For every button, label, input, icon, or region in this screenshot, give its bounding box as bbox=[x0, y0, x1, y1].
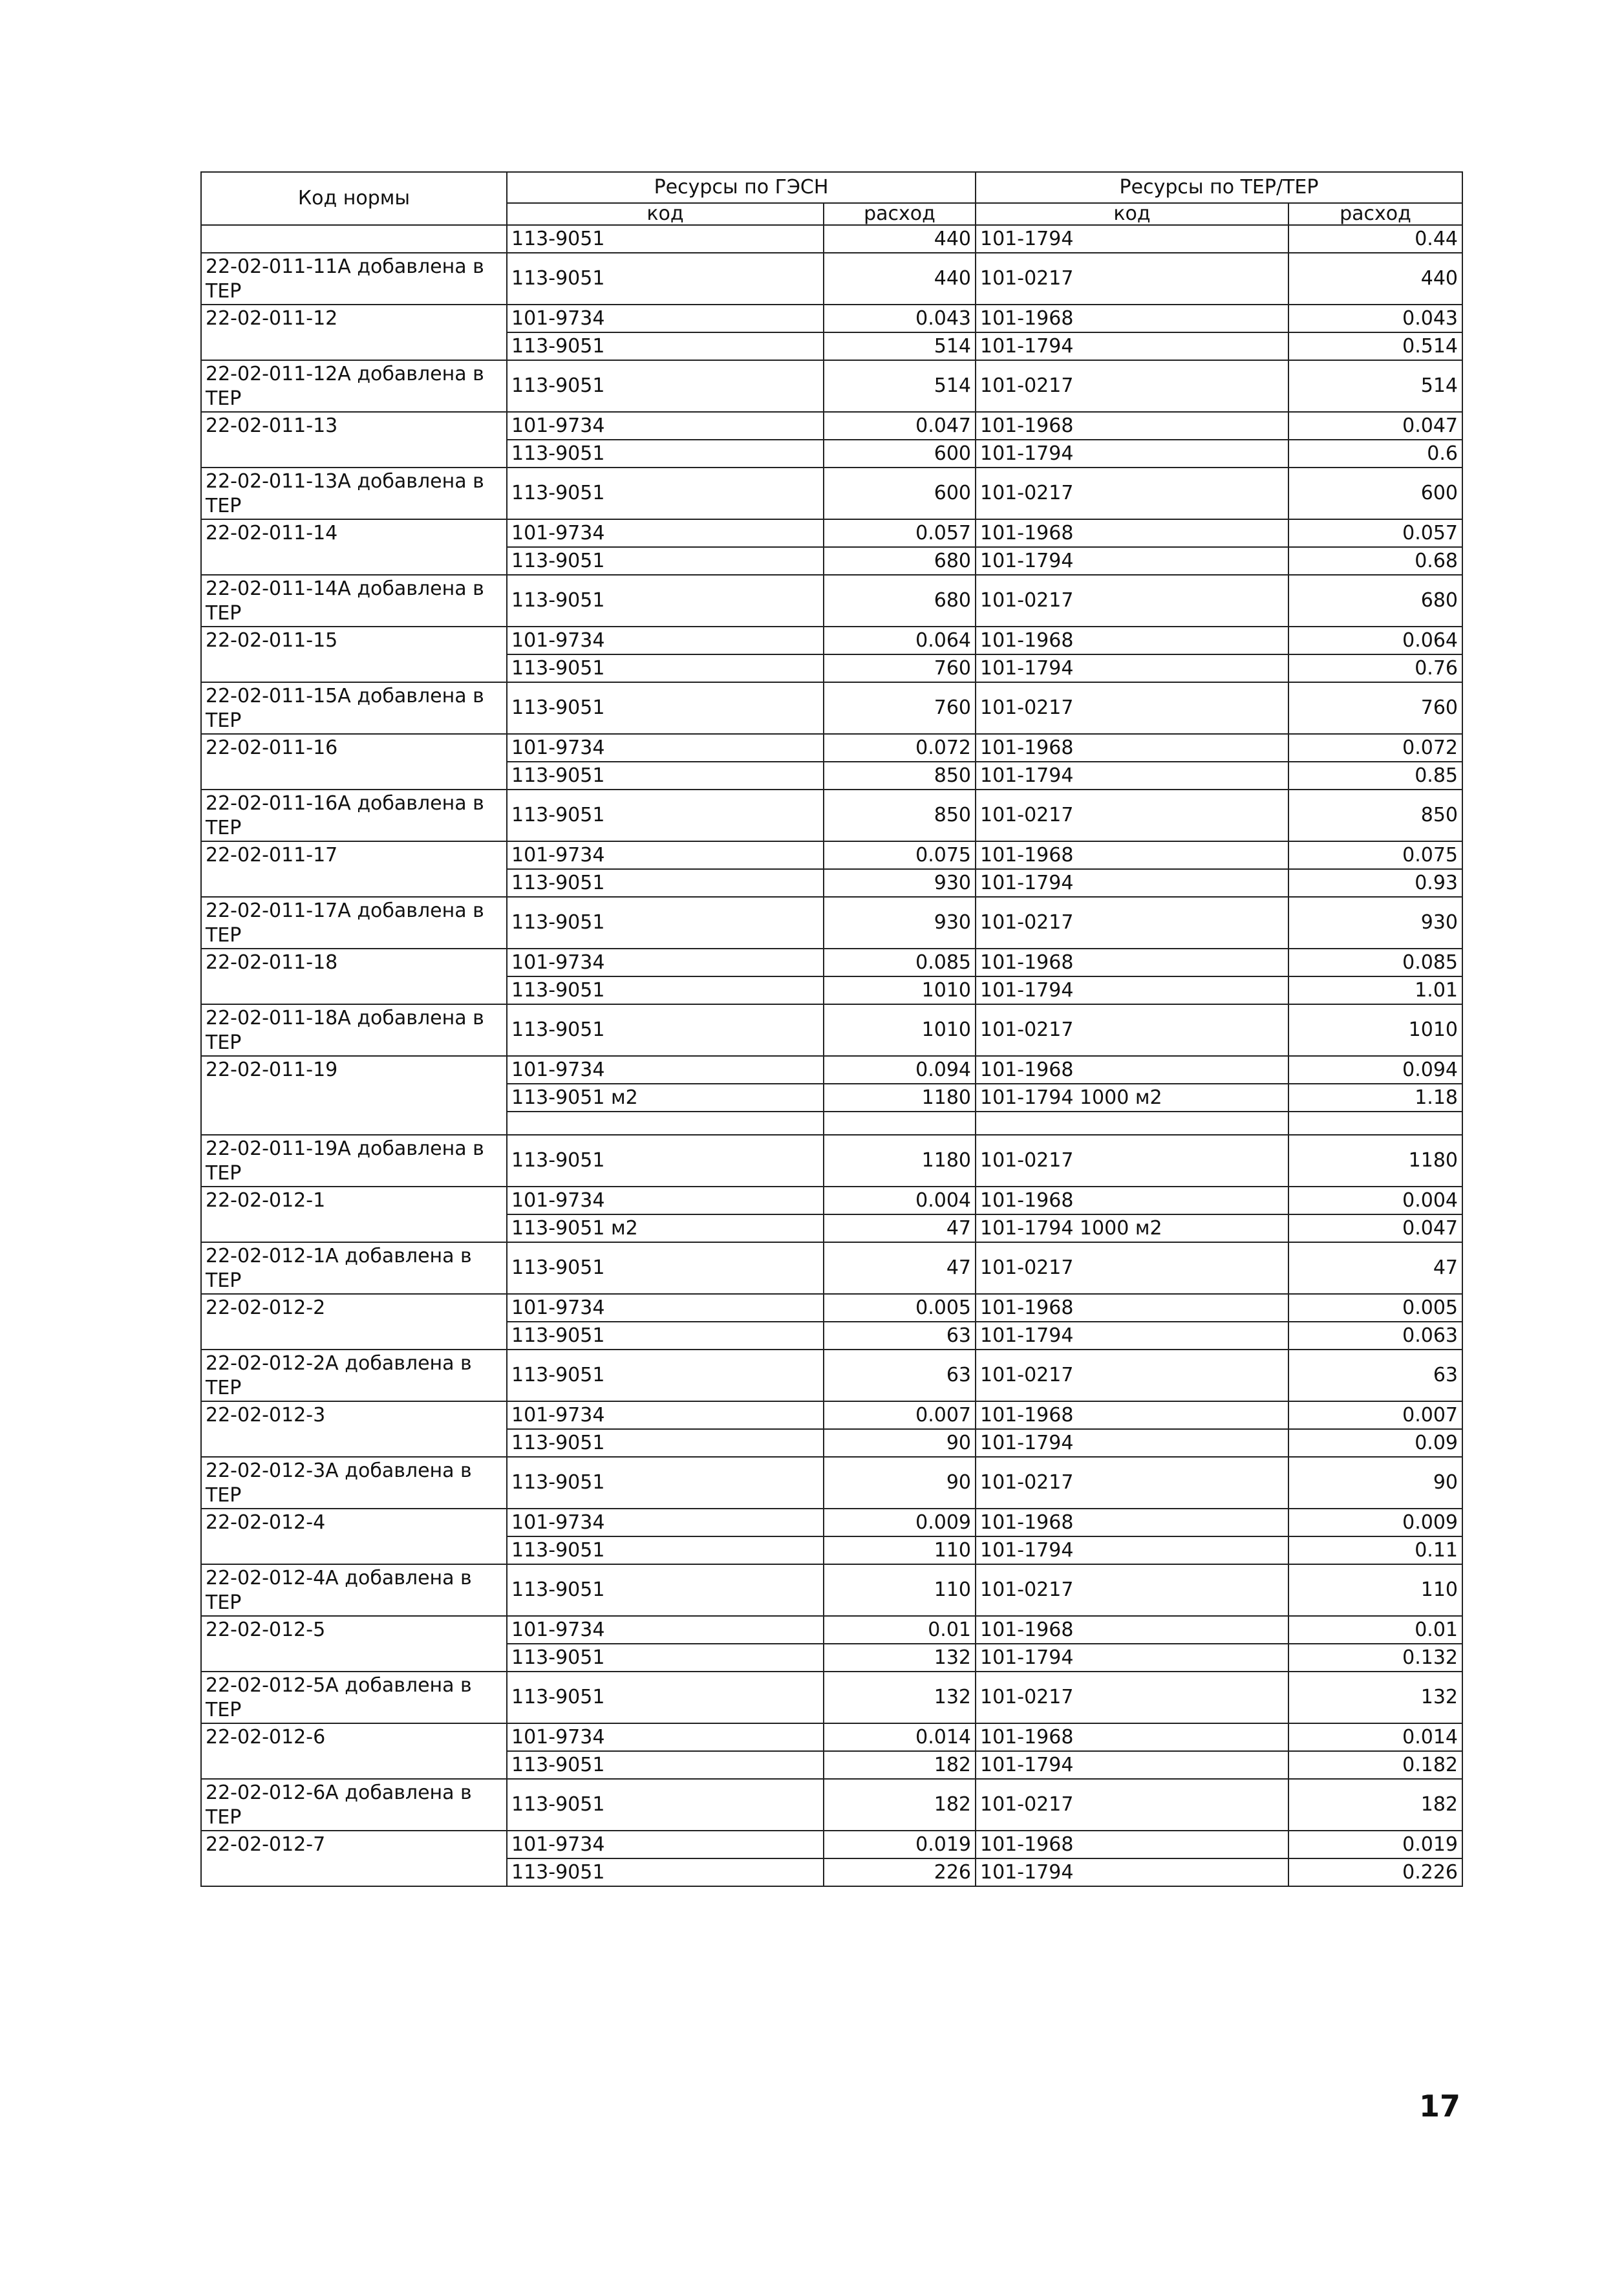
gesn-code-cell: 113-9051 bbox=[507, 1779, 824, 1831]
norm-code-cell: 22-02-012-2А добавлена в ТЕР bbox=[201, 1350, 507, 1401]
gesn-code-cell: 113-9051 bbox=[507, 1135, 824, 1187]
table-row bbox=[201, 627, 1462, 654]
gesn-consumption-cell: 440 bbox=[824, 225, 976, 253]
gesn-consumption-cell: 0.057 bbox=[824, 519, 976, 547]
gesn-consumption-cell: 760 bbox=[824, 654, 976, 682]
ter-code-cell: 101-0217 bbox=[976, 468, 1288, 519]
gesn-consumption-cell: 1180 bbox=[824, 1135, 976, 1187]
ter-code-cell: 101-1968 bbox=[976, 412, 1288, 440]
table-row bbox=[201, 1457, 1462, 1509]
table-row bbox=[201, 1616, 1462, 1644]
table-row bbox=[201, 841, 1462, 869]
ter-consumption-cell bbox=[1288, 1112, 1462, 1135]
table-row bbox=[201, 1723, 1462, 1751]
gesn-code-cell: 113-9051 bbox=[507, 332, 824, 360]
ter-consumption-cell: 0.014 bbox=[1288, 1723, 1462, 1751]
ter-consumption-cell: 0.043 bbox=[1288, 305, 1462, 332]
gesn-code-cell: 113-9051 bbox=[507, 1457, 824, 1509]
ter-consumption-cell: 0.004 bbox=[1288, 1187, 1462, 1214]
norm-code-cell: 22-02-011-13 bbox=[201, 412, 507, 468]
gesn-consumption-cell: 0.072 bbox=[824, 734, 976, 762]
ter-code-cell: 101-1968 bbox=[976, 1509, 1288, 1536]
gesn-code-cell: 113-9051 bbox=[507, 1858, 824, 1886]
norm-code-cell: 22-02-011-17 bbox=[201, 841, 507, 897]
gesn-consumption-cell: 0.007 bbox=[824, 1401, 976, 1429]
gesn-consumption-cell: 0.043 bbox=[824, 305, 976, 332]
gesn-consumption-cell: 930 bbox=[824, 897, 976, 949]
ter-consumption-cell: 0.132 bbox=[1288, 1644, 1462, 1672]
gesn-consumption-cell: 600 bbox=[824, 468, 976, 519]
gesn-consumption-cell: 110 bbox=[824, 1564, 976, 1616]
gesn-consumption-cell: 110 bbox=[824, 1536, 976, 1564]
ter-consumption-cell: 0.514 bbox=[1288, 332, 1462, 360]
ter-code-cell: 101-1968 bbox=[976, 1294, 1288, 1322]
table-row bbox=[201, 1672, 1462, 1723]
gesn-code-cell: 101-9734 bbox=[507, 734, 824, 762]
gesn-consumption-cell: 514 bbox=[824, 332, 976, 360]
gesn-consumption-cell: 850 bbox=[824, 790, 976, 841]
norm-code-cell: 22-02-011-15А добавлена в ТЕР bbox=[201, 682, 507, 734]
gesn-consumption-cell: 440 bbox=[824, 253, 976, 305]
ter-code-cell: 101-0217 bbox=[976, 1135, 1288, 1187]
ter-code-cell: 101-1968 bbox=[976, 1401, 1288, 1429]
ter-consumption-cell: 1.01 bbox=[1288, 976, 1462, 1004]
gesn-code-cell: 113-9051 м2 bbox=[507, 1084, 824, 1112]
norm-code-cell: 22-02-012-3 bbox=[201, 1401, 507, 1457]
gesn-consumption-cell: 0.019 bbox=[824, 1831, 976, 1858]
ter-code-cell: 101-0217 bbox=[976, 575, 1288, 627]
table-row bbox=[201, 1056, 1462, 1084]
header-ter-code: код bbox=[976, 203, 1288, 225]
gesn-code-cell: 113-9051 bbox=[507, 1536, 824, 1564]
norm-code-cell: 22-02-012-2 bbox=[201, 1294, 507, 1350]
gesn-code-cell: 113-9051 bbox=[507, 225, 824, 253]
gesn-consumption-cell: 0.047 bbox=[824, 412, 976, 440]
gesn-code-cell: 113-9051 bbox=[507, 976, 824, 1004]
norm-code-cell bbox=[201, 225, 507, 253]
ter-code-cell: 101-1968 bbox=[976, 305, 1288, 332]
ter-consumption-cell: 0.075 bbox=[1288, 841, 1462, 869]
gesn-consumption-cell: 680 bbox=[824, 547, 976, 575]
ter-consumption-cell: 132 bbox=[1288, 1672, 1462, 1723]
table-row bbox=[201, 897, 1462, 949]
ter-consumption-cell: 47 bbox=[1288, 1242, 1462, 1294]
gesn-code-cell: 113-9051 м2 bbox=[507, 1214, 824, 1242]
table-row bbox=[201, 1187, 1462, 1214]
norm-code-cell: 22-02-011-13А добавлена в ТЕР bbox=[201, 468, 507, 519]
norm-code-cell: 22-02-011-17А добавлена в ТЕР bbox=[201, 897, 507, 949]
ter-code-cell: 101-0217 bbox=[976, 682, 1288, 734]
gesn-consumption-cell: 47 bbox=[824, 1242, 976, 1294]
gesn-code-cell: 113-9051 bbox=[507, 1004, 824, 1056]
norm-code-cell: 22-02-011-16А добавлена в ТЕР bbox=[201, 790, 507, 841]
gesn-consumption-cell: 63 bbox=[824, 1322, 976, 1350]
table-row bbox=[201, 305, 1462, 332]
ter-consumption-cell: 0.182 bbox=[1288, 1751, 1462, 1779]
gesn-consumption-cell: 1010 bbox=[824, 976, 976, 1004]
ter-consumption-cell: 0.6 bbox=[1288, 440, 1462, 468]
ter-code-cell: 101-1968 bbox=[976, 1723, 1288, 1751]
ter-consumption-cell: 0.094 bbox=[1288, 1056, 1462, 1084]
gesn-code-cell: 113-9051 bbox=[507, 762, 824, 790]
table-row bbox=[201, 225, 1462, 253]
ter-consumption-cell: 760 bbox=[1288, 682, 1462, 734]
ter-code-cell: 101-1968 bbox=[976, 1616, 1288, 1644]
table-row bbox=[201, 1242, 1462, 1294]
gesn-code-cell bbox=[507, 1112, 824, 1135]
gesn-consumption-cell: 90 bbox=[824, 1457, 976, 1509]
ter-code-cell: 101-1794 bbox=[976, 869, 1288, 897]
ter-consumption-cell: 680 bbox=[1288, 575, 1462, 627]
gesn-consumption-cell: 0.01 bbox=[824, 1616, 976, 1644]
ter-code-cell: 101-0217 bbox=[976, 897, 1288, 949]
ter-code-cell: 101-1794 bbox=[976, 332, 1288, 360]
gesn-code-cell: 113-9051 bbox=[507, 1242, 824, 1294]
gesn-consumption-cell: 0.085 bbox=[824, 949, 976, 976]
ter-code-cell: 101-1794 bbox=[976, 1429, 1288, 1457]
ter-consumption-cell: 0.44 bbox=[1288, 225, 1462, 253]
table-row bbox=[201, 949, 1462, 976]
gesn-code-cell: 101-9734 bbox=[507, 841, 824, 869]
gesn-code-cell: 113-9051 bbox=[507, 654, 824, 682]
gesn-consumption-cell: 132 bbox=[824, 1644, 976, 1672]
gesn-consumption-cell: 47 bbox=[824, 1214, 976, 1242]
table-body bbox=[201, 225, 1462, 1886]
table-row bbox=[201, 1779, 1462, 1831]
ter-code-cell: 101-1794 bbox=[976, 1751, 1288, 1779]
ter-consumption-cell: 0.072 bbox=[1288, 734, 1462, 762]
table-row bbox=[201, 1004, 1462, 1056]
ter-code-cell: 101-0217 bbox=[976, 1564, 1288, 1616]
gesn-code-cell: 113-9051 bbox=[507, 682, 824, 734]
ter-consumption-cell: 0.93 bbox=[1288, 869, 1462, 897]
gesn-consumption-cell: 132 bbox=[824, 1672, 976, 1723]
header-gesn-code: код bbox=[507, 203, 824, 225]
table-row bbox=[201, 1350, 1462, 1401]
ter-code-cell: 101-1968 bbox=[976, 734, 1288, 762]
ter-code-cell: 101-1968 bbox=[976, 1187, 1288, 1214]
ter-consumption-cell: 0.085 bbox=[1288, 949, 1462, 976]
gesn-code-cell: 101-9734 bbox=[507, 305, 824, 332]
gesn-consumption-cell: 0.064 bbox=[824, 627, 976, 654]
norm-code-cell: 22-02-011-12А добавлена в ТЕР bbox=[201, 360, 507, 412]
gesn-code-cell: 113-9051 bbox=[507, 1350, 824, 1401]
ter-consumption-cell: 110 bbox=[1288, 1564, 1462, 1616]
gesn-consumption-cell: 1180 bbox=[824, 1084, 976, 1112]
ter-consumption-cell: 0.85 bbox=[1288, 762, 1462, 790]
ter-consumption-cell: 1.18 bbox=[1288, 1084, 1462, 1112]
ter-consumption-cell: 90 bbox=[1288, 1457, 1462, 1509]
ter-consumption-cell: 440 bbox=[1288, 253, 1462, 305]
gesn-consumption-cell: 850 bbox=[824, 762, 976, 790]
gesn-code-cell: 113-9051 bbox=[507, 1429, 824, 1457]
ter-consumption-cell: 0.01 bbox=[1288, 1616, 1462, 1644]
gesn-consumption-cell: 182 bbox=[824, 1779, 976, 1831]
gesn-code-cell: 101-9734 bbox=[507, 412, 824, 440]
ter-consumption-cell: 0.063 bbox=[1288, 1322, 1462, 1350]
norm-code-cell: 22-02-011-15 bbox=[201, 627, 507, 682]
gesn-code-cell: 113-9051 bbox=[507, 1672, 824, 1723]
table-row bbox=[201, 1831, 1462, 1858]
ter-code-cell: 101-0217 bbox=[976, 253, 1288, 305]
ter-consumption-cell: 0.11 bbox=[1288, 1536, 1462, 1564]
ter-consumption-cell: 0.019 bbox=[1288, 1831, 1462, 1858]
gesn-code-cell: 101-9734 bbox=[507, 1294, 824, 1322]
header-ter-resources: Ресурсы по ТЕР/ТЕР bbox=[976, 172, 1462, 203]
table-row bbox=[201, 519, 1462, 547]
ter-code-cell: 101-0217 bbox=[976, 360, 1288, 412]
table-row bbox=[201, 1135, 1462, 1187]
ter-consumption-cell: 514 bbox=[1288, 360, 1462, 412]
ter-code-cell: 101-1794 bbox=[976, 225, 1288, 253]
table-row bbox=[201, 1509, 1462, 1536]
norm-code-cell: 22-02-012-6А добавлена в ТЕР bbox=[201, 1779, 507, 1831]
ter-consumption-cell: 0.005 bbox=[1288, 1294, 1462, 1322]
ter-code-cell: 101-1968 bbox=[976, 1831, 1288, 1858]
table-row bbox=[201, 790, 1462, 841]
norm-code-cell: 22-02-011-14А добавлена в ТЕР bbox=[201, 575, 507, 627]
gesn-code-cell: 113-9051 bbox=[507, 869, 824, 897]
gesn-code-cell: 101-9734 bbox=[507, 1401, 824, 1429]
gesn-consumption-cell: 930 bbox=[824, 869, 976, 897]
gesn-consumption-cell: 760 bbox=[824, 682, 976, 734]
gesn-consumption-cell: 0.005 bbox=[824, 1294, 976, 1322]
ter-code-cell: 101-1794 bbox=[976, 762, 1288, 790]
table-row bbox=[201, 1294, 1462, 1322]
ter-code-cell: 101-0217 bbox=[976, 1350, 1288, 1401]
gesn-code-cell: 101-9734 bbox=[507, 627, 824, 654]
ter-code-cell: 101-0217 bbox=[976, 790, 1288, 841]
ter-code-cell: 101-1794 1000 м2 bbox=[976, 1214, 1288, 1242]
ter-code-cell: 101-1794 bbox=[976, 440, 1288, 468]
gesn-code-cell: 113-9051 bbox=[507, 1564, 824, 1616]
ter-consumption-cell: 1010 bbox=[1288, 1004, 1462, 1056]
norm-code-cell: 22-02-012-5 bbox=[201, 1616, 507, 1672]
gesn-consumption-cell: 90 bbox=[824, 1429, 976, 1457]
gesn-code-cell: 101-9734 bbox=[507, 1509, 824, 1536]
gesn-code-cell: 113-9051 bbox=[507, 897, 824, 949]
table-row bbox=[201, 1401, 1462, 1429]
gesn-consumption-cell: 680 bbox=[824, 575, 976, 627]
table-row bbox=[201, 412, 1462, 440]
table-row bbox=[201, 253, 1462, 305]
ter-consumption-cell: 600 bbox=[1288, 468, 1462, 519]
gesn-code-cell: 113-9051 bbox=[507, 575, 824, 627]
header-gesn-resources: Ресурсы по ГЭСН bbox=[507, 172, 976, 203]
gesn-code-cell: 101-9734 bbox=[507, 949, 824, 976]
ter-consumption-cell: 930 bbox=[1288, 897, 1462, 949]
ter-consumption-cell: 0.76 bbox=[1288, 654, 1462, 682]
gesn-code-cell: 113-9051 bbox=[507, 440, 824, 468]
table-row bbox=[201, 1564, 1462, 1616]
gesn-consumption-cell: 0.004 bbox=[824, 1187, 976, 1214]
gesn-code-cell: 113-9051 bbox=[507, 1644, 824, 1672]
page-number: 17 bbox=[1419, 2089, 1461, 2124]
resource-table bbox=[200, 171, 1463, 1887]
gesn-consumption-cell: 0.009 bbox=[824, 1509, 976, 1536]
ter-code-cell: 101-1794 bbox=[976, 1858, 1288, 1886]
ter-consumption-cell: 182 bbox=[1288, 1779, 1462, 1831]
gesn-code-cell: 101-9734 bbox=[507, 1187, 824, 1214]
header-norm-code: Код нормы bbox=[201, 172, 507, 225]
norm-code-cell: 22-02-011-18А добавлена в ТЕР bbox=[201, 1004, 507, 1056]
table-row bbox=[201, 575, 1462, 627]
gesn-consumption-cell: 63 bbox=[824, 1350, 976, 1401]
ter-consumption-cell: 0.064 bbox=[1288, 627, 1462, 654]
norm-code-cell: 22-02-012-4 bbox=[201, 1509, 507, 1564]
ter-code-cell: 101-0217 bbox=[976, 1457, 1288, 1509]
norm-code-cell: 22-02-012-7 bbox=[201, 1831, 507, 1886]
gesn-code-cell: 113-9051 bbox=[507, 1322, 824, 1350]
gesn-code-cell: 113-9051 bbox=[507, 547, 824, 575]
ter-code-cell: 101-1794 bbox=[976, 547, 1288, 575]
gesn-code-cell: 101-9734 bbox=[507, 1831, 824, 1858]
gesn-code-cell: 113-9051 bbox=[507, 360, 824, 412]
ter-consumption-cell: 0.009 bbox=[1288, 1509, 1462, 1536]
table-row bbox=[201, 468, 1462, 519]
ter-consumption-cell: 0.68 bbox=[1288, 547, 1462, 575]
ter-consumption-cell: 1180 bbox=[1288, 1135, 1462, 1187]
ter-consumption-cell: 63 bbox=[1288, 1350, 1462, 1401]
norm-code-cell: 22-02-012-3А добавлена в ТЕР bbox=[201, 1457, 507, 1509]
ter-code-cell: 101-0217 bbox=[976, 1779, 1288, 1831]
norm-code-cell: 22-02-012-1 bbox=[201, 1187, 507, 1242]
gesn-consumption-cell: 226 bbox=[824, 1858, 976, 1886]
gesn-code-cell: 113-9051 bbox=[507, 253, 824, 305]
gesn-consumption-cell: 0.014 bbox=[824, 1723, 976, 1751]
gesn-consumption-cell: 1010 bbox=[824, 1004, 976, 1056]
ter-code-cell: 101-0217 bbox=[976, 1672, 1288, 1723]
ter-code-cell: 101-1794 bbox=[976, 1322, 1288, 1350]
gesn-consumption-cell: 600 bbox=[824, 440, 976, 468]
ter-code-cell: 101-1794 bbox=[976, 1536, 1288, 1564]
table-header bbox=[201, 172, 1462, 225]
norm-code-cell: 22-02-012-4А добавлена в ТЕР bbox=[201, 1564, 507, 1616]
ter-code-cell: 101-1794 bbox=[976, 654, 1288, 682]
ter-code-cell: 101-1968 bbox=[976, 1056, 1288, 1084]
header-ter-consumption: расход bbox=[1288, 203, 1462, 225]
ter-code-cell: 101-1794 1000 м2 bbox=[976, 1084, 1288, 1112]
ter-code-cell: 101-1794 bbox=[976, 1644, 1288, 1672]
gesn-consumption-cell bbox=[824, 1112, 976, 1135]
norm-code-cell: 22-02-012-5А добавлена в ТЕР bbox=[201, 1672, 507, 1723]
norm-code-cell: 22-02-011-19 bbox=[201, 1056, 507, 1135]
gesn-code-cell: 101-9734 bbox=[507, 1616, 824, 1644]
table-row bbox=[201, 360, 1462, 412]
gesn-code-cell: 113-9051 bbox=[507, 790, 824, 841]
gesn-code-cell: 101-9734 bbox=[507, 1056, 824, 1084]
gesn-code-cell: 101-9734 bbox=[507, 519, 824, 547]
table-row bbox=[201, 734, 1462, 762]
header-gesn-consumption: расход bbox=[824, 203, 976, 225]
norm-code-cell: 22-02-011-19А добавлена в ТЕР bbox=[201, 1135, 507, 1187]
norm-code-cell: 22-02-011-16 bbox=[201, 734, 507, 790]
ter-code-cell: 101-1968 bbox=[976, 949, 1288, 976]
gesn-consumption-cell: 0.094 bbox=[824, 1056, 976, 1084]
ter-code-cell: 101-1968 bbox=[976, 627, 1288, 654]
norm-code-cell: 22-02-012-6 bbox=[201, 1723, 507, 1779]
norm-code-cell: 22-02-012-1А добавлена в ТЕР bbox=[201, 1242, 507, 1294]
ter-code-cell bbox=[976, 1112, 1288, 1135]
gesn-consumption-cell: 0.075 bbox=[824, 841, 976, 869]
norm-code-cell: 22-02-011-11А добавлена в ТЕР bbox=[201, 253, 507, 305]
gesn-consumption-cell: 514 bbox=[824, 360, 976, 412]
ter-consumption-cell: 0.09 bbox=[1288, 1429, 1462, 1457]
ter-consumption-cell: 0.057 bbox=[1288, 519, 1462, 547]
ter-consumption-cell: 0.007 bbox=[1288, 1401, 1462, 1429]
norm-code-cell: 22-02-011-12 bbox=[201, 305, 507, 360]
table-row bbox=[201, 682, 1462, 734]
norm-code-cell: 22-02-011-14 bbox=[201, 519, 507, 575]
gesn-consumption-cell: 182 bbox=[824, 1751, 976, 1779]
norm-code-cell: 22-02-011-18 bbox=[201, 949, 507, 1004]
ter-consumption-cell: 0.226 bbox=[1288, 1858, 1462, 1886]
ter-code-cell: 101-0217 bbox=[976, 1242, 1288, 1294]
ter-consumption-cell: 850 bbox=[1288, 790, 1462, 841]
ter-code-cell: 101-1968 bbox=[976, 519, 1288, 547]
gesn-code-cell: 101-9734 bbox=[507, 1723, 824, 1751]
ter-consumption-cell: 0.047 bbox=[1288, 1214, 1462, 1242]
ter-code-cell: 101-1794 bbox=[976, 976, 1288, 1004]
ter-code-cell: 101-0217 bbox=[976, 1004, 1288, 1056]
gesn-code-cell: 113-9051 bbox=[507, 1751, 824, 1779]
ter-code-cell: 101-1968 bbox=[976, 841, 1288, 869]
gesn-code-cell: 113-9051 bbox=[507, 468, 824, 519]
ter-consumption-cell: 0.047 bbox=[1288, 412, 1462, 440]
